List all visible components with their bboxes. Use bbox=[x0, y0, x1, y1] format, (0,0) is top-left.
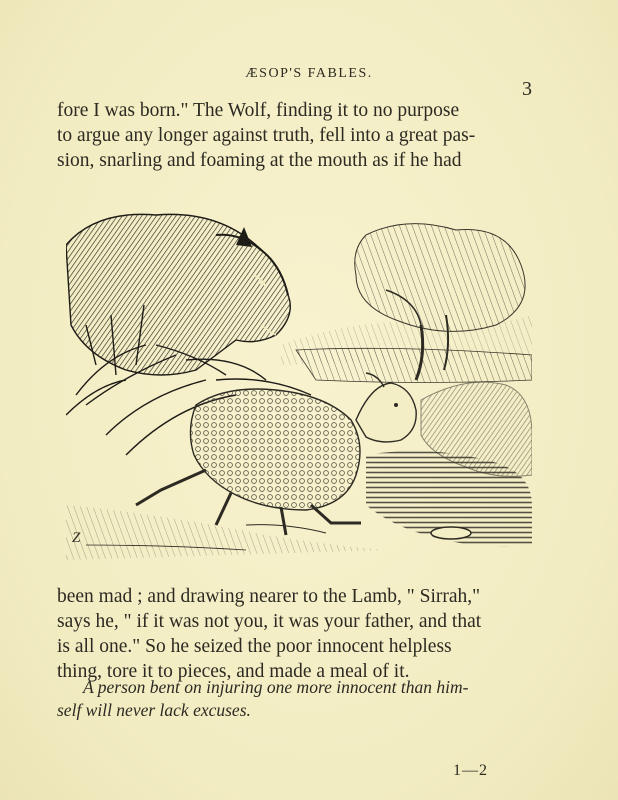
text-line: is all one." So he seized the poor innocent helpless bbox=[57, 636, 452, 657]
stone-in-water bbox=[431, 527, 471, 539]
text-line: says he, " if it was not you, it was your father, and that bbox=[57, 611, 482, 632]
foreground-ground bbox=[66, 505, 386, 560]
running-title: ÆSOP'S FABLES. bbox=[245, 66, 373, 81]
text-line: thing, tore it to pieces, and made a meal of it. bbox=[57, 661, 410, 682]
text-line: fore I was born." The Wolf, finding it to no purpose bbox=[57, 100, 460, 121]
text-line: to argue any longer against truth, fell into a great pas- bbox=[57, 125, 476, 146]
riverbank bbox=[296, 348, 532, 382]
page-number: 3 bbox=[522, 78, 532, 100]
engraver-mark: Z bbox=[72, 530, 81, 546]
wolf-and-lamb-illustration bbox=[66, 205, 532, 565]
text-line: been mad ; and drawing nearer to the Lamb, " Sirrah," bbox=[57, 586, 481, 607]
moral-line: self will never lack excuses. bbox=[57, 700, 251, 720]
top-paragraph bbox=[57, 98, 537, 173]
text-line: sion, snarling and foaming at the mouth as if he had bbox=[57, 150, 462, 171]
moral-line: A person bent on injuring one more innocent than him- bbox=[83, 677, 469, 697]
moral-text bbox=[57, 676, 537, 722]
signature-mark: 1—2 bbox=[453, 762, 488, 779]
bottom-paragraph bbox=[57, 584, 537, 684]
